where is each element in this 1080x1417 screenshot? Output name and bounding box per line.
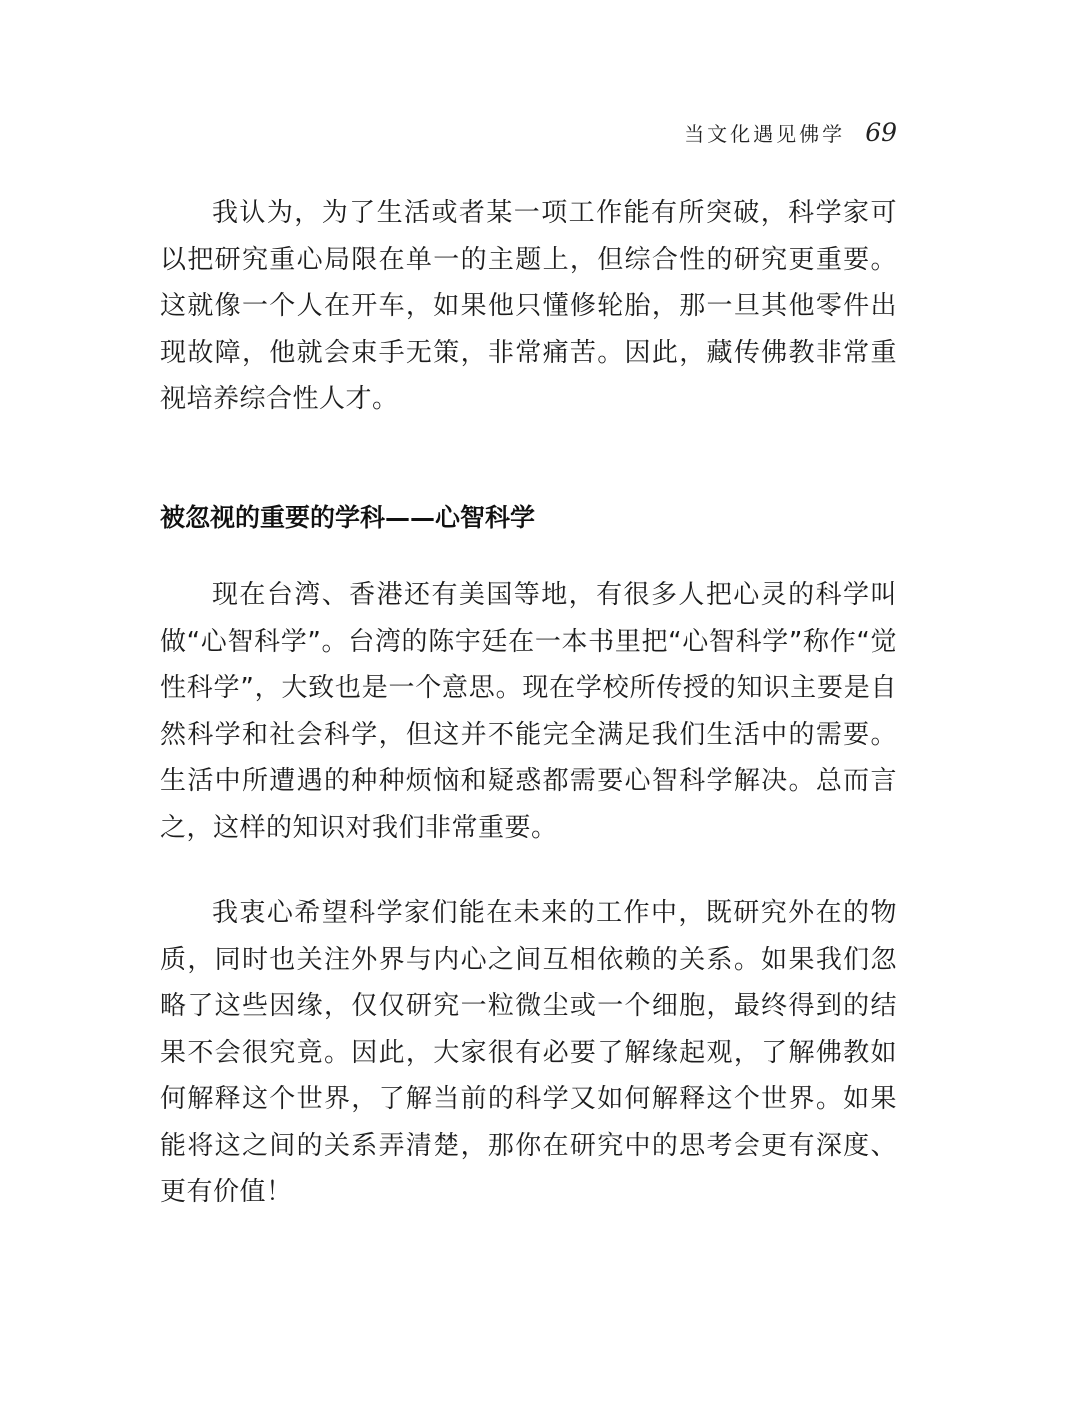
paragraph: 我衷心希望科学家们能在未来的工作中，既研究外在的物质，同时也关注外界与内心之间互相依赖的关系。如果我们忽略了这些因缘，仅仅研究一粒微尘或一个细胞，最终得到的结果不会很究竟。因此，大家很有必要了解缘起观，了解佛教如何解释这个世界，了解当前的科学又如何解释这个世界。如果能将这之间的关系弄清楚，那你在研究中的思考会更有深度、更有价值！ xyxy=(160,898,897,1207)
section-heading: 被忽视的重要的学科——心智科学 xyxy=(160,503,536,532)
paragraph: 现在台湾、香港还有美国等地，有很多人把心灵的科学叫做“心智科学”。台湾的陈宇廷在一本书里把“心智科学”称作“觉性科学”，大致也是一个意思。现在学校所传授的知识主要是自然科学和社会科学，但这并不能完全满足我们生活中的需要。生活中所遭遇的种种烦恼和疑惑都需要心智科学解决。总而言之，这样的知识对我们非常重要。 xyxy=(160,580,897,843)
paragraph: 我认为，为了生活或者某一项工作能有所突破，科学家可以把研究重心局限在单一的主题上，但综合性的研究更重要。这就像一个人在开车，如果他只懂修轮胎，那一旦其他零件出现故障，他就会束手无策，非常痛苦。因此，藏传佛教非常重视培养综合性人才。 xyxy=(160,198,897,414)
page-number: 69 xyxy=(865,118,897,147)
running-header-title: 当文化遇见佛学 xyxy=(684,122,846,146)
running-header xyxy=(684,118,897,147)
